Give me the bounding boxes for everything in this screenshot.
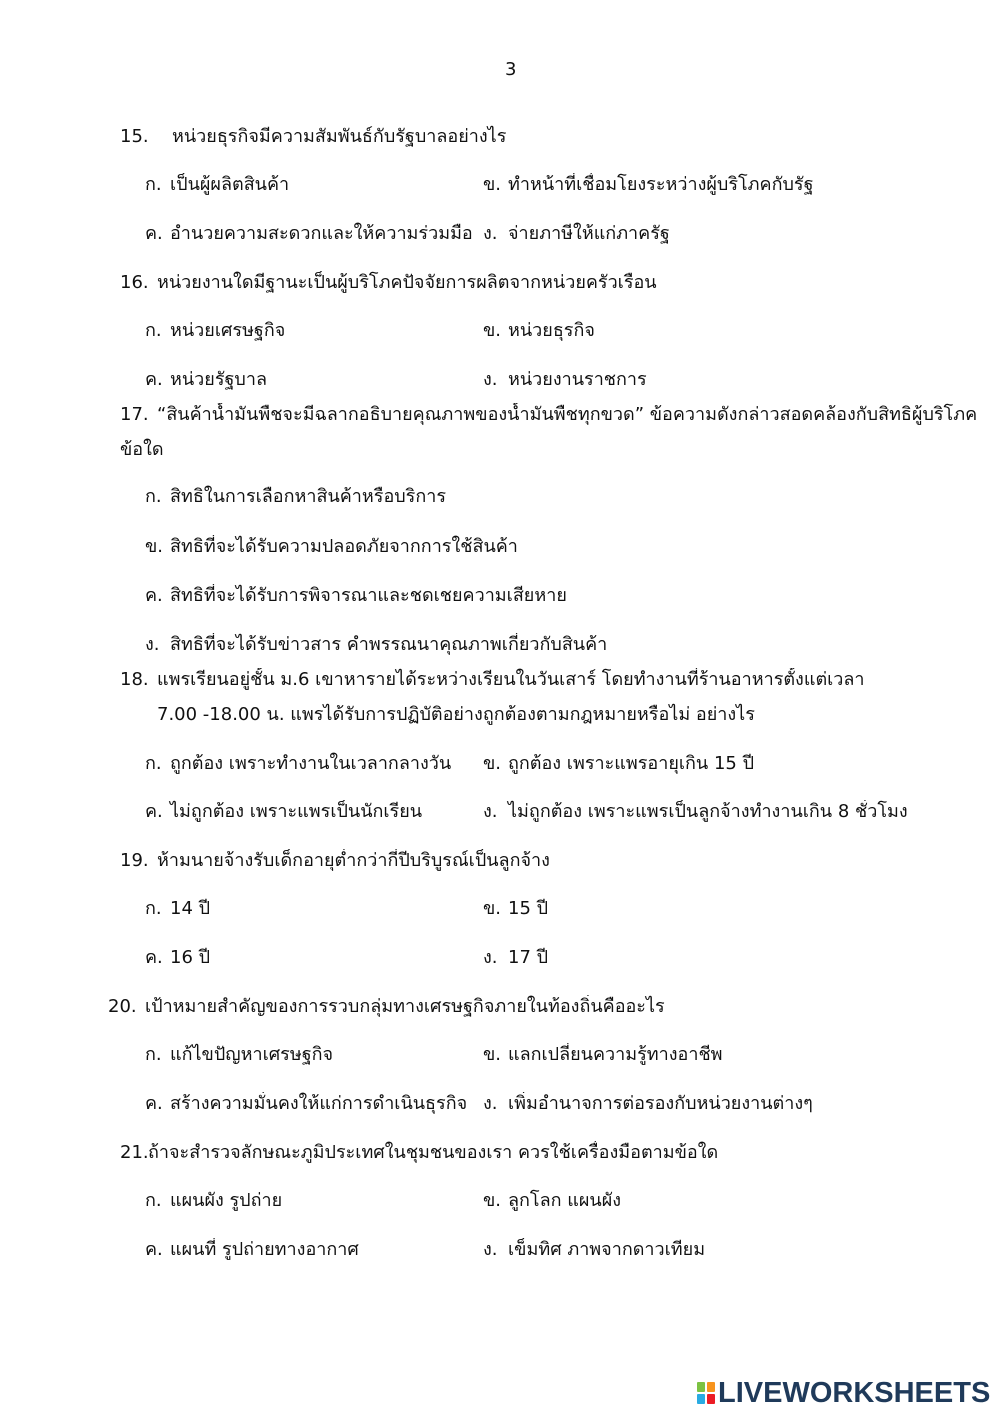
option-ngo bbox=[483, 1238, 705, 1262]
option-kho-khwai bbox=[145, 222, 473, 246]
option-letter: ค. bbox=[145, 223, 163, 244]
option-letter: ง. bbox=[145, 634, 160, 655]
question-text: หน่วยธุรกิจมีความสัมพันธ์กับรัฐบาลอย่างไร bbox=[172, 126, 507, 147]
option-letter: ข. bbox=[483, 174, 502, 195]
option-ka bbox=[145, 319, 285, 343]
question-19 bbox=[120, 849, 550, 873]
option-text: แผนผัง รูปถ่าย bbox=[170, 1190, 283, 1211]
question-text: แพรเรียนอยู่ชั้น ม.6 เขาหารายได้ระหว่างเรียนในวันเสาร์ โดยทำงานที่ร้านอาหารตั้งแต่เวลา bbox=[157, 669, 865, 690]
option-letter: ข. bbox=[145, 536, 164, 557]
question-number: 15. bbox=[120, 126, 149, 147]
option-ngo bbox=[483, 946, 548, 970]
option-letter: ก. bbox=[145, 320, 162, 341]
option-text: ทำหน้าที่เชื่อมโยงระหว่างผู้บริโภคกับรัฐ bbox=[508, 174, 814, 195]
question-text: ห้ามนายจ้างรับเด็กอายุต่ำกว่ากี่ปีบริบูรณ์เป็นลูกจ้าง bbox=[157, 850, 550, 871]
option-ka bbox=[145, 1189, 282, 1213]
option-ka bbox=[145, 173, 289, 197]
option-letter: ง. bbox=[483, 947, 498, 968]
option-text: แก้ไขปัญหาเศรษฐกิจ bbox=[170, 1044, 334, 1065]
question-16 bbox=[120, 271, 657, 295]
option-text: สิทธิที่จะได้รับการพิจารณาและชดเชยความเสียหาย bbox=[170, 585, 567, 606]
liveworksheets-logo[interactable] bbox=[697, 1378, 993, 1408]
option-ngo bbox=[483, 222, 670, 246]
option-text: เพิ่มอำนาจการต่อรองกับหน่วยงานต่างๆ bbox=[508, 1093, 813, 1114]
option-letter: ง. bbox=[483, 1239, 498, 1260]
option-text: ถูกต้อง เพราะทำงานในเวลากลางวัน bbox=[170, 753, 452, 774]
option-kho bbox=[145, 535, 518, 559]
option-kho-khwai bbox=[145, 1238, 359, 1262]
option-text: 16 ปี bbox=[170, 947, 211, 968]
option-kho bbox=[483, 752, 754, 776]
option-text: หน่วยเศรษฐกิจ bbox=[170, 320, 286, 341]
option-text: สิทธิที่จะได้รับข่าวสาร คำพรรณนาคุณภาพเกี่ยวกับสินค้า bbox=[170, 634, 608, 655]
option-kho bbox=[483, 1043, 723, 1067]
option-letter: ง. bbox=[483, 369, 498, 390]
option-letter: ก. bbox=[145, 1190, 162, 1211]
option-kho bbox=[483, 173, 814, 197]
option-letter: ค. bbox=[145, 1239, 163, 1260]
option-letter: ข. bbox=[483, 1044, 502, 1065]
option-text: สิทธิในการเลือกหาสินค้าหรือบริการ bbox=[170, 486, 447, 507]
question-number: 19. bbox=[120, 850, 149, 871]
option-kho-khwai bbox=[145, 946, 210, 970]
option-ka bbox=[145, 897, 210, 921]
option-letter: ข. bbox=[483, 320, 502, 341]
page-number: 3 bbox=[505, 59, 517, 80]
question-text: ถ้าจะสำรวจลักษณะภูมิประเทศในชุมชนของเรา ควรใช้เครื่องมือตามข้อใด bbox=[148, 1142, 719, 1163]
question-text: เป้าหมายสำคัญของการรวบกลุ่มทางเศรษฐกิจภายในท้องถิ่นคืออะไร bbox=[145, 996, 665, 1017]
option-ka bbox=[145, 485, 446, 509]
option-text: จ่ายภาษีให้แก่ภาครัฐ bbox=[508, 223, 670, 244]
question-number: 16. bbox=[120, 272, 149, 293]
option-letter: ง. bbox=[483, 801, 498, 822]
option-text: หน่วยธุรกิจ bbox=[508, 320, 595, 341]
option-letter: ง. bbox=[483, 1093, 498, 1114]
option-ngo bbox=[145, 633, 607, 657]
option-letter: ก. bbox=[145, 174, 162, 195]
question-text-continued: ข้อใด bbox=[120, 439, 164, 460]
option-kho-khwai bbox=[145, 368, 267, 392]
option-letter: ก. bbox=[145, 898, 162, 919]
logo-text: LIVEWORKSHEETS bbox=[718, 1377, 991, 1409]
option-text: 15 ปี bbox=[508, 898, 549, 919]
option-text: สร้างความมั่นคงให้แก่การดำเนินธุรกิจ bbox=[170, 1093, 468, 1114]
question-text: หน่วยงานใดมีฐานะเป็นผู้บริโภคปัจจัยการผลิตจากหน่วยครัวเรือน bbox=[157, 272, 657, 293]
option-text: ไม่ถูกต้อง เพราะแพรเป็นลูกจ้างทำงานเกิน 8 ชั่วโมง bbox=[508, 801, 908, 822]
option-letter: ค. bbox=[145, 801, 163, 822]
option-letter: ก. bbox=[145, 753, 162, 774]
option-letter: ข. bbox=[483, 898, 502, 919]
question-20 bbox=[108, 995, 665, 1019]
option-text: ไม่ถูกต้อง เพราะแพรเป็นนักเรียน bbox=[170, 801, 423, 822]
option-text: 17 ปี bbox=[508, 947, 549, 968]
option-ngo bbox=[483, 1092, 813, 1116]
question-text-continued: 7.00 -18.00 น. แพรได้รับการปฏิบัติอย่างถูกต้องตามกฎหมายหรือไม่ อย่างไร bbox=[157, 704, 755, 725]
option-letter: ข. bbox=[483, 753, 502, 774]
option-text: ลูกโลก แผนผัง bbox=[508, 1190, 622, 1211]
option-letter: ค. bbox=[145, 369, 163, 390]
question-number: 20. bbox=[108, 996, 137, 1017]
option-letter: ค. bbox=[145, 1093, 163, 1114]
option-text: เป็นผู้ผลิตสินค้า bbox=[170, 174, 290, 195]
option-kho-khwai bbox=[145, 1092, 467, 1116]
option-text: อำนวยความสะดวกและให้ความร่วมมือ bbox=[170, 223, 473, 244]
question-15 bbox=[120, 125, 506, 149]
option-text: แผนที่ รูปถ่ายทางอากาศ bbox=[170, 1239, 359, 1260]
question-number: 21. bbox=[120, 1142, 149, 1163]
option-letter: ก. bbox=[145, 486, 162, 507]
option-letter: ค. bbox=[145, 585, 163, 606]
question-17 bbox=[120, 403, 977, 427]
option-text: หน่วยรัฐบาล bbox=[170, 369, 267, 390]
question-18 bbox=[120, 668, 865, 692]
option-text: สิทธิที่จะได้รับความปลอดภัยจากการใช้สินค้า bbox=[170, 536, 518, 557]
option-letter: ข. bbox=[483, 1190, 502, 1211]
option-kho bbox=[483, 319, 595, 343]
option-text: 14 ปี bbox=[170, 898, 211, 919]
liveworksheets-badge-icon bbox=[697, 1382, 715, 1405]
option-ngo bbox=[483, 368, 647, 392]
option-kho bbox=[483, 1189, 621, 1213]
option-ka bbox=[145, 752, 451, 776]
option-text: แลกเปลี่ยนความรู้ทางอาชีพ bbox=[508, 1044, 723, 1065]
option-ngo bbox=[483, 800, 908, 824]
option-text: หน่วยงานราชการ bbox=[508, 369, 647, 390]
option-kho-khwai bbox=[145, 584, 567, 608]
option-kho bbox=[483, 897, 548, 921]
question-number: 18. bbox=[120, 669, 149, 690]
option-kho-khwai bbox=[145, 800, 422, 824]
question-text: “สินค้าน้ำมันพืชจะมีฉลากอธิบายคุณภาพของน้ำมันพืชทุกขวด” ข้อความดังกล่าวสอดคล้องกับสิทธิผู้บริโภค bbox=[157, 404, 978, 425]
question-number: 17. bbox=[120, 404, 149, 425]
question-21 bbox=[120, 1141, 718, 1165]
option-letter: ง. bbox=[483, 223, 498, 244]
option-ka bbox=[145, 1043, 333, 1067]
option-letter: ค. bbox=[145, 947, 163, 968]
option-text: ถูกต้อง เพราะแพรอายุเกิน 15 ปี bbox=[508, 753, 754, 774]
option-text: เข็มทิศ ภาพจากดาวเทียม bbox=[508, 1239, 706, 1260]
option-letter: ก. bbox=[145, 1044, 162, 1065]
